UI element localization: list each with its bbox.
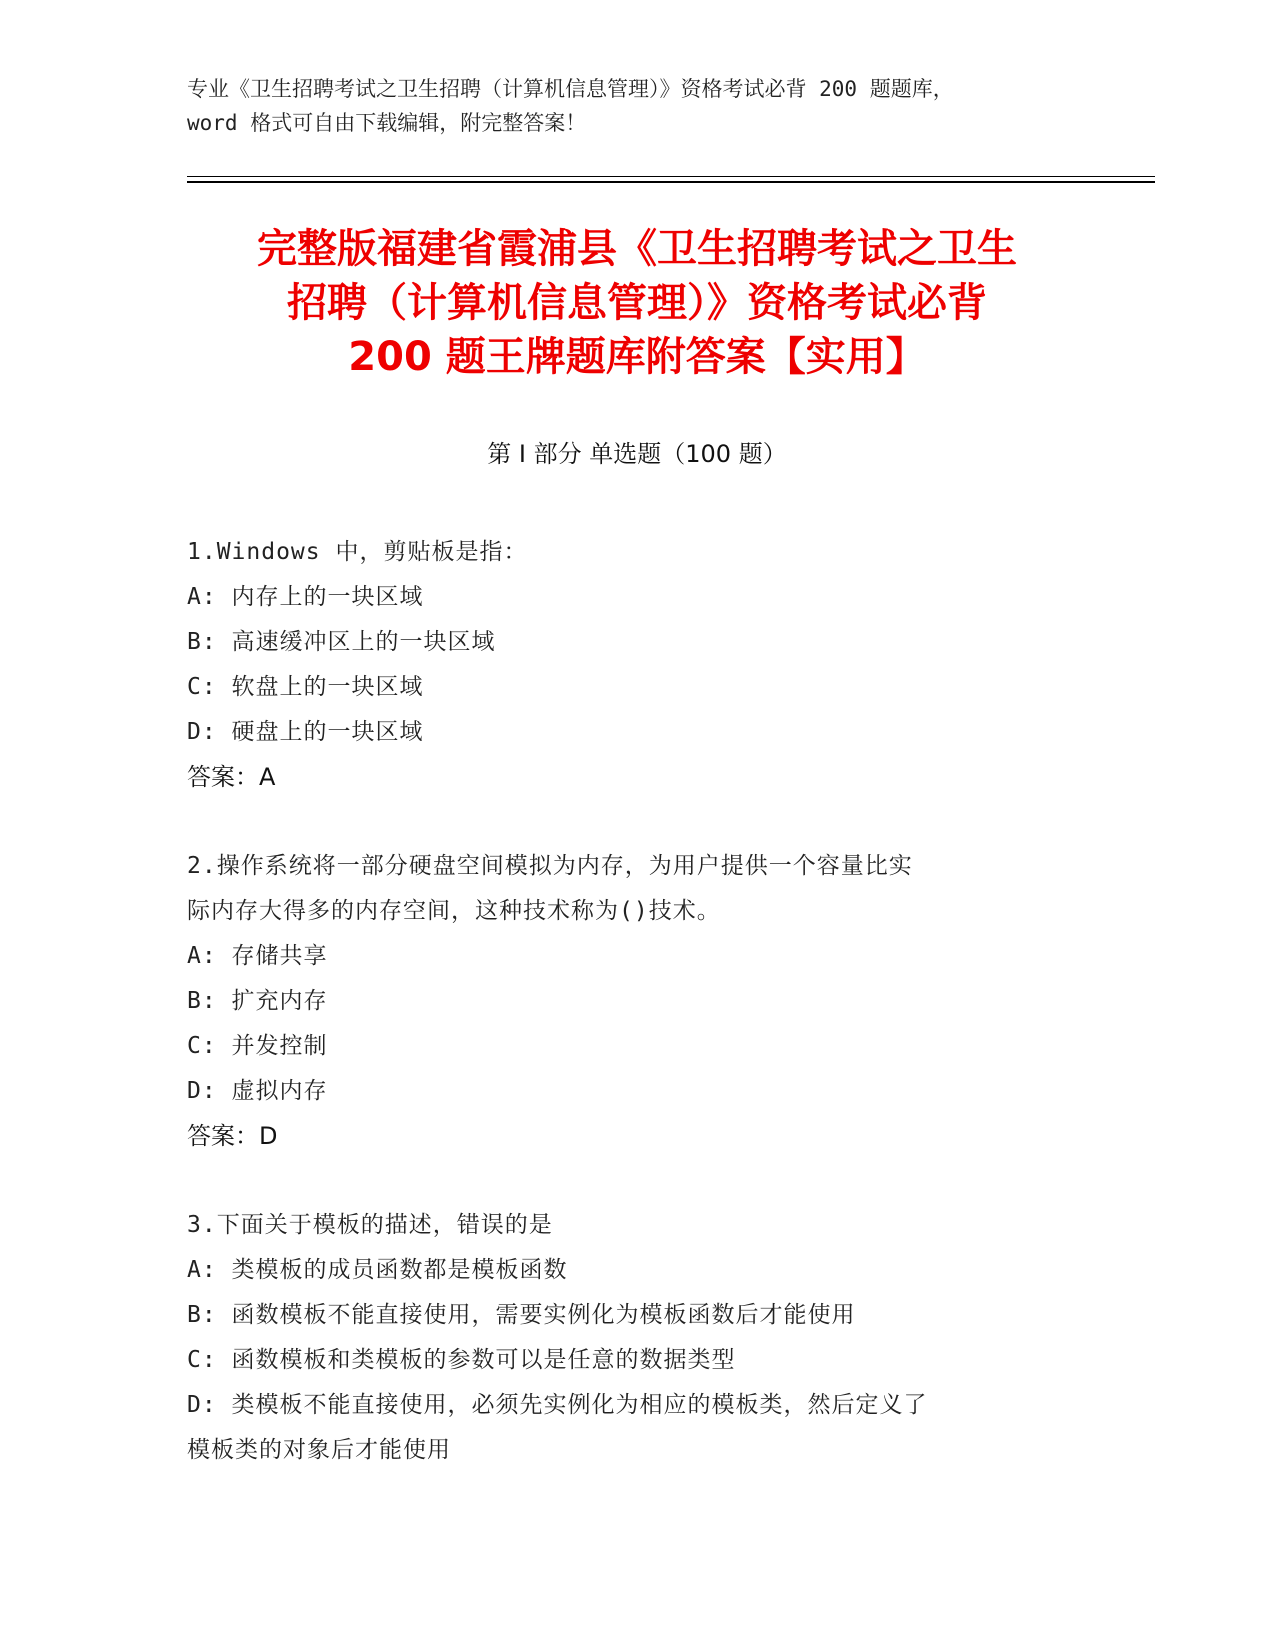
title-line-1: 完整版福建省霞浦县《卫生招聘考试之卫生 [257,226,1017,272]
question-item [187,1203,1067,1473]
header-rule-thin [187,176,1155,177]
answer-option: A: 内存上的一块区域 [187,584,424,610]
answer-key: 答案：A [187,763,276,791]
title-line-3: 200 题王牌题库附答案【实用】 [348,334,926,380]
question-list [187,530,1067,1517]
question-stem: 3.下面关于模板的描述，错误的是 [187,1212,553,1238]
question-stem: 2.操作系统将一部分硬盘空间模拟为内存，为用户提供一个容量比实 [187,853,913,879]
section-heading: 第 I 部分 单选题（100 题） [487,440,787,468]
answer-option: B: 扩充内存 [187,988,328,1014]
answer-option: D: 类模板不能直接使用，必须先实例化为相应的模板类，然后定义了 [187,1392,928,1418]
title-line-2: 招聘（计算机信息管理）》资格考试必背 [287,280,987,326]
answer-option: C: 软盘上的一块区域 [187,674,424,700]
question-stem: 际内存大得多的内存空间，这种技术称为()技术。 [187,898,721,924]
answer-option: D: 硬盘上的一块区域 [187,719,424,745]
answer-option: 模板类的对象后才能使用 [187,1437,451,1463]
question-item [187,530,1067,800]
page-header [187,72,1087,140]
question-item [187,844,1067,1159]
question-stem: 1.Windows 中，剪贴板是指： [187,539,528,565]
answer-option: A: 类模板的成员函数都是模板函数 [187,1257,568,1283]
answer-key: 答案：D [187,1122,278,1150]
answer-option: A: 存储共享 [187,943,328,969]
answer-option: B: 高速缓冲区上的一块区域 [187,629,496,655]
answer-option: D: 虚拟内存 [187,1078,328,1104]
answer-option: C: 函数模板和类模板的参数可以是任意的数据类型 [187,1347,736,1373]
header-rule-thick [187,181,1155,183]
answer-option: B: 函数模板不能直接使用，需要实例化为模板函数后才能使用 [187,1302,856,1328]
document-title [187,222,1087,384]
answer-option: C: 并发控制 [187,1033,328,1059]
header-line-2: word 格式可自由下载编辑，附完整答案！ [187,111,587,135]
header-line-1: 专业《卫生招聘考试之卫生招聘（计算机信息管理）》资格考试必背 200 题题库， [187,77,954,101]
